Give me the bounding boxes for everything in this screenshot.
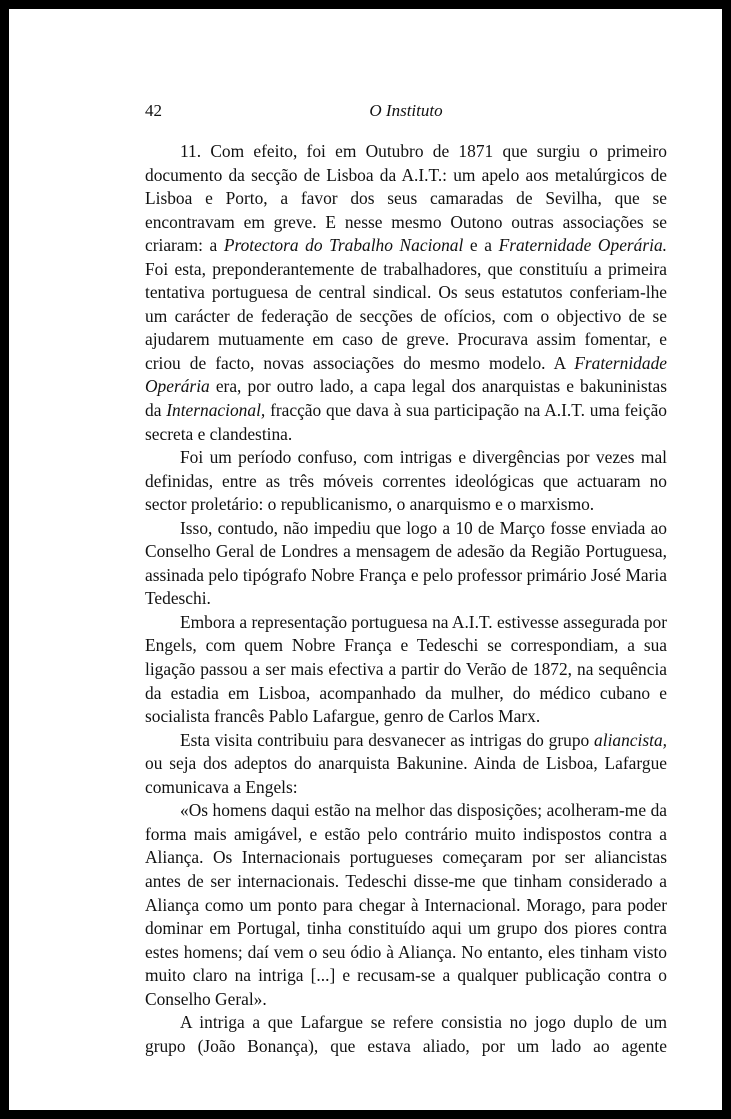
page-header bbox=[145, 99, 667, 123]
emphasis: Fraternidade Operária bbox=[145, 352, 667, 397]
running-title: O Instituto bbox=[369, 101, 443, 120]
paragraph-2: Foi um período confuso, com intrigas e divergências por vezes mal definidas, entre as três móveis correntes ideológicas que actuaram no sector proletário: o republicanismo, o anarquismo e o marxismo. bbox=[145, 447, 667, 515]
paragraph-5: Esta visita contribuiu para desvanecer as intrigas do grupo aliancista, ou seja dos adeptos do anarquista Bakunine. Ainda de Lisboa, Lafargue comunicava a Engels: bbox=[145, 729, 667, 797]
emphasis: Internacional, bbox=[166, 400, 266, 421]
quotation: «Os homens daqui estão na melhor das disposições; acolheram-me da forma mais amigável, e estão pelo contrário muito indispostos contra a Aliança. Os Internacionais portugueses começaram por ser aliancistas antes de ser internacionais. Tedeschi disse-me que tinham considerado a Aliança como um ponto para chegar à Internacional. Morago, para poder dominar em Portugal, tinha constituído aqui um grupo dos piores contra estes homens; daí vem o seu ódio à Aliança. No entanto, eles tinham visto muito claro na intriga [...] e recusam-se a qualquer publicação contra o Conselho Geral». bbox=[145, 800, 667, 1009]
body-text bbox=[145, 140, 667, 1058]
emphasis: aliancista, bbox=[594, 729, 667, 750]
emphasis: Fraternidade Operária. bbox=[498, 235, 668, 256]
paragraph-4: Embora a representação portuguesa na A.I.T. estivesse assegurada por Engels, com quem Nobre França e Tedeschi se correspondiam, a sua ligação passou a ser mais efectiva a partir do Verão de 1872, na sequência da estadia em Lisboa, acompanhado da mulher, do médico cubano e socialista francês Pablo Lafargue, genro de Carlos Marx. bbox=[145, 611, 667, 727]
paragraph-3: Isso, contudo, não impediu que logo a 10 de Março fosse enviada ao Conselho Geral de Londres a mensagem de adesão da Região Portuguesa, assinada pelo tipógrafo Nobre França e pelo professor primário José Maria Tedeschi. bbox=[145, 517, 667, 609]
paragraph-7: A intriga a que Lafargue se refere consistia no jogo duplo de um grupo (João Bonança), que estava aliado, por um lado ao agente bbox=[145, 1012, 667, 1056]
paragraph-1: 11. Com efeito, foi em Outubro de 1871 que surgiu o primeiro documento da secção de Lisboa da A.I.T.: um apelo aos metalúrgicos de Lisboa e Porto, a favor dos seus camaradas de Sevilha, que se encontravam em greve. E nesse mesmo Outono outras associações se criaram: a Protectora do Trabalho Nacional e a Fraternidade Operária. Foi esta, preponderantemente de trabalhadores, que constituíu a primeira tentativa portuguesa de central sindical. Os seus estatutos conferiam-lhe um carácter de federação de secções de ofícios, com o objectivo de se ajudarem mutuamente em caso de greve. Procurava assim fomentar, e criou de facto, novas associações do mesmo modelo. A Fraternidade Operária era, por outro lado, a capa legal dos anarquistas e bakuninistas da Internacional, fracção que dava à sua participação na A.I.T. uma feição secreta e clandestina. bbox=[145, 141, 668, 444]
page-number: 42 bbox=[145, 101, 162, 120]
emphasis: Protectora do Trabalho Nacional bbox=[223, 235, 464, 256]
page bbox=[9, 9, 722, 1110]
